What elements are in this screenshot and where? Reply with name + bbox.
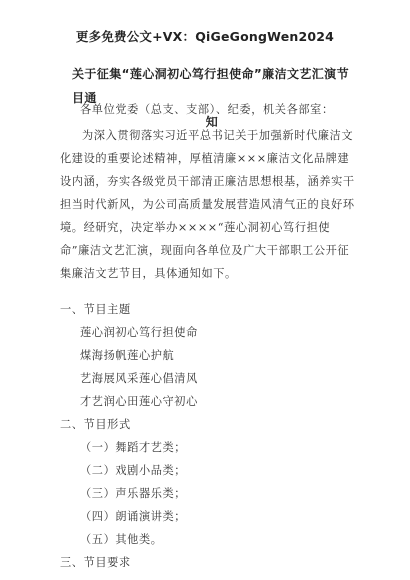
form-item: （一）舞蹈才艺类； [80,441,187,454]
section-heading-requirements: 三、节目要求 [60,556,131,569]
theme-item: 煤海扬帆莲心护航 [80,349,175,362]
section-heading-theme: 一、节目主题 [60,303,131,316]
theme-item: 莲心润初心笃行担使命 [80,326,198,339]
intro-paragraph: 为深入贯彻落实习近平总书记关于加强新时代廉洁文化建设的重要论述精神，厚植清廉×××廉洁文化品牌建设内涵，夯实各级党员干部清正廉洁思想根基，涵养实干担当时代新风，为公司高质量发展营造风清气正的良好环境。经研究，决定举办××××“莲心洞初心笃行担使命”廉洁文艺汇演，现面向各单位及广大干部职工公开征集廉洁文艺节目，具体通知如下。 [60,129,355,280]
theme-item: 艺海展风采莲心倡清风 [80,372,198,385]
form-item: （三）声乐器乐类； [80,487,187,500]
title-line-1: 关于征集“莲心洞初心笃行担使命”廉洁文艺汇演节目通 [72,67,349,105]
salutation: 各单位党委（总支、支部）、纪委，机关各部室： [80,103,334,116]
title-line-2: 知 [205,115,219,129]
promo-banner: 更多免费公文+VX：QiGeGongWen2024 [75,29,335,44]
form-item: （二）戏剧小品类； [80,464,187,477]
section-heading-form: 二、节目形式 [60,418,131,431]
theme-item: 才艺润心田莲心守初心 [80,395,198,408]
form-item: （四）朗诵演讲类； [80,510,187,523]
form-item: （五）其他类。 [80,533,163,546]
